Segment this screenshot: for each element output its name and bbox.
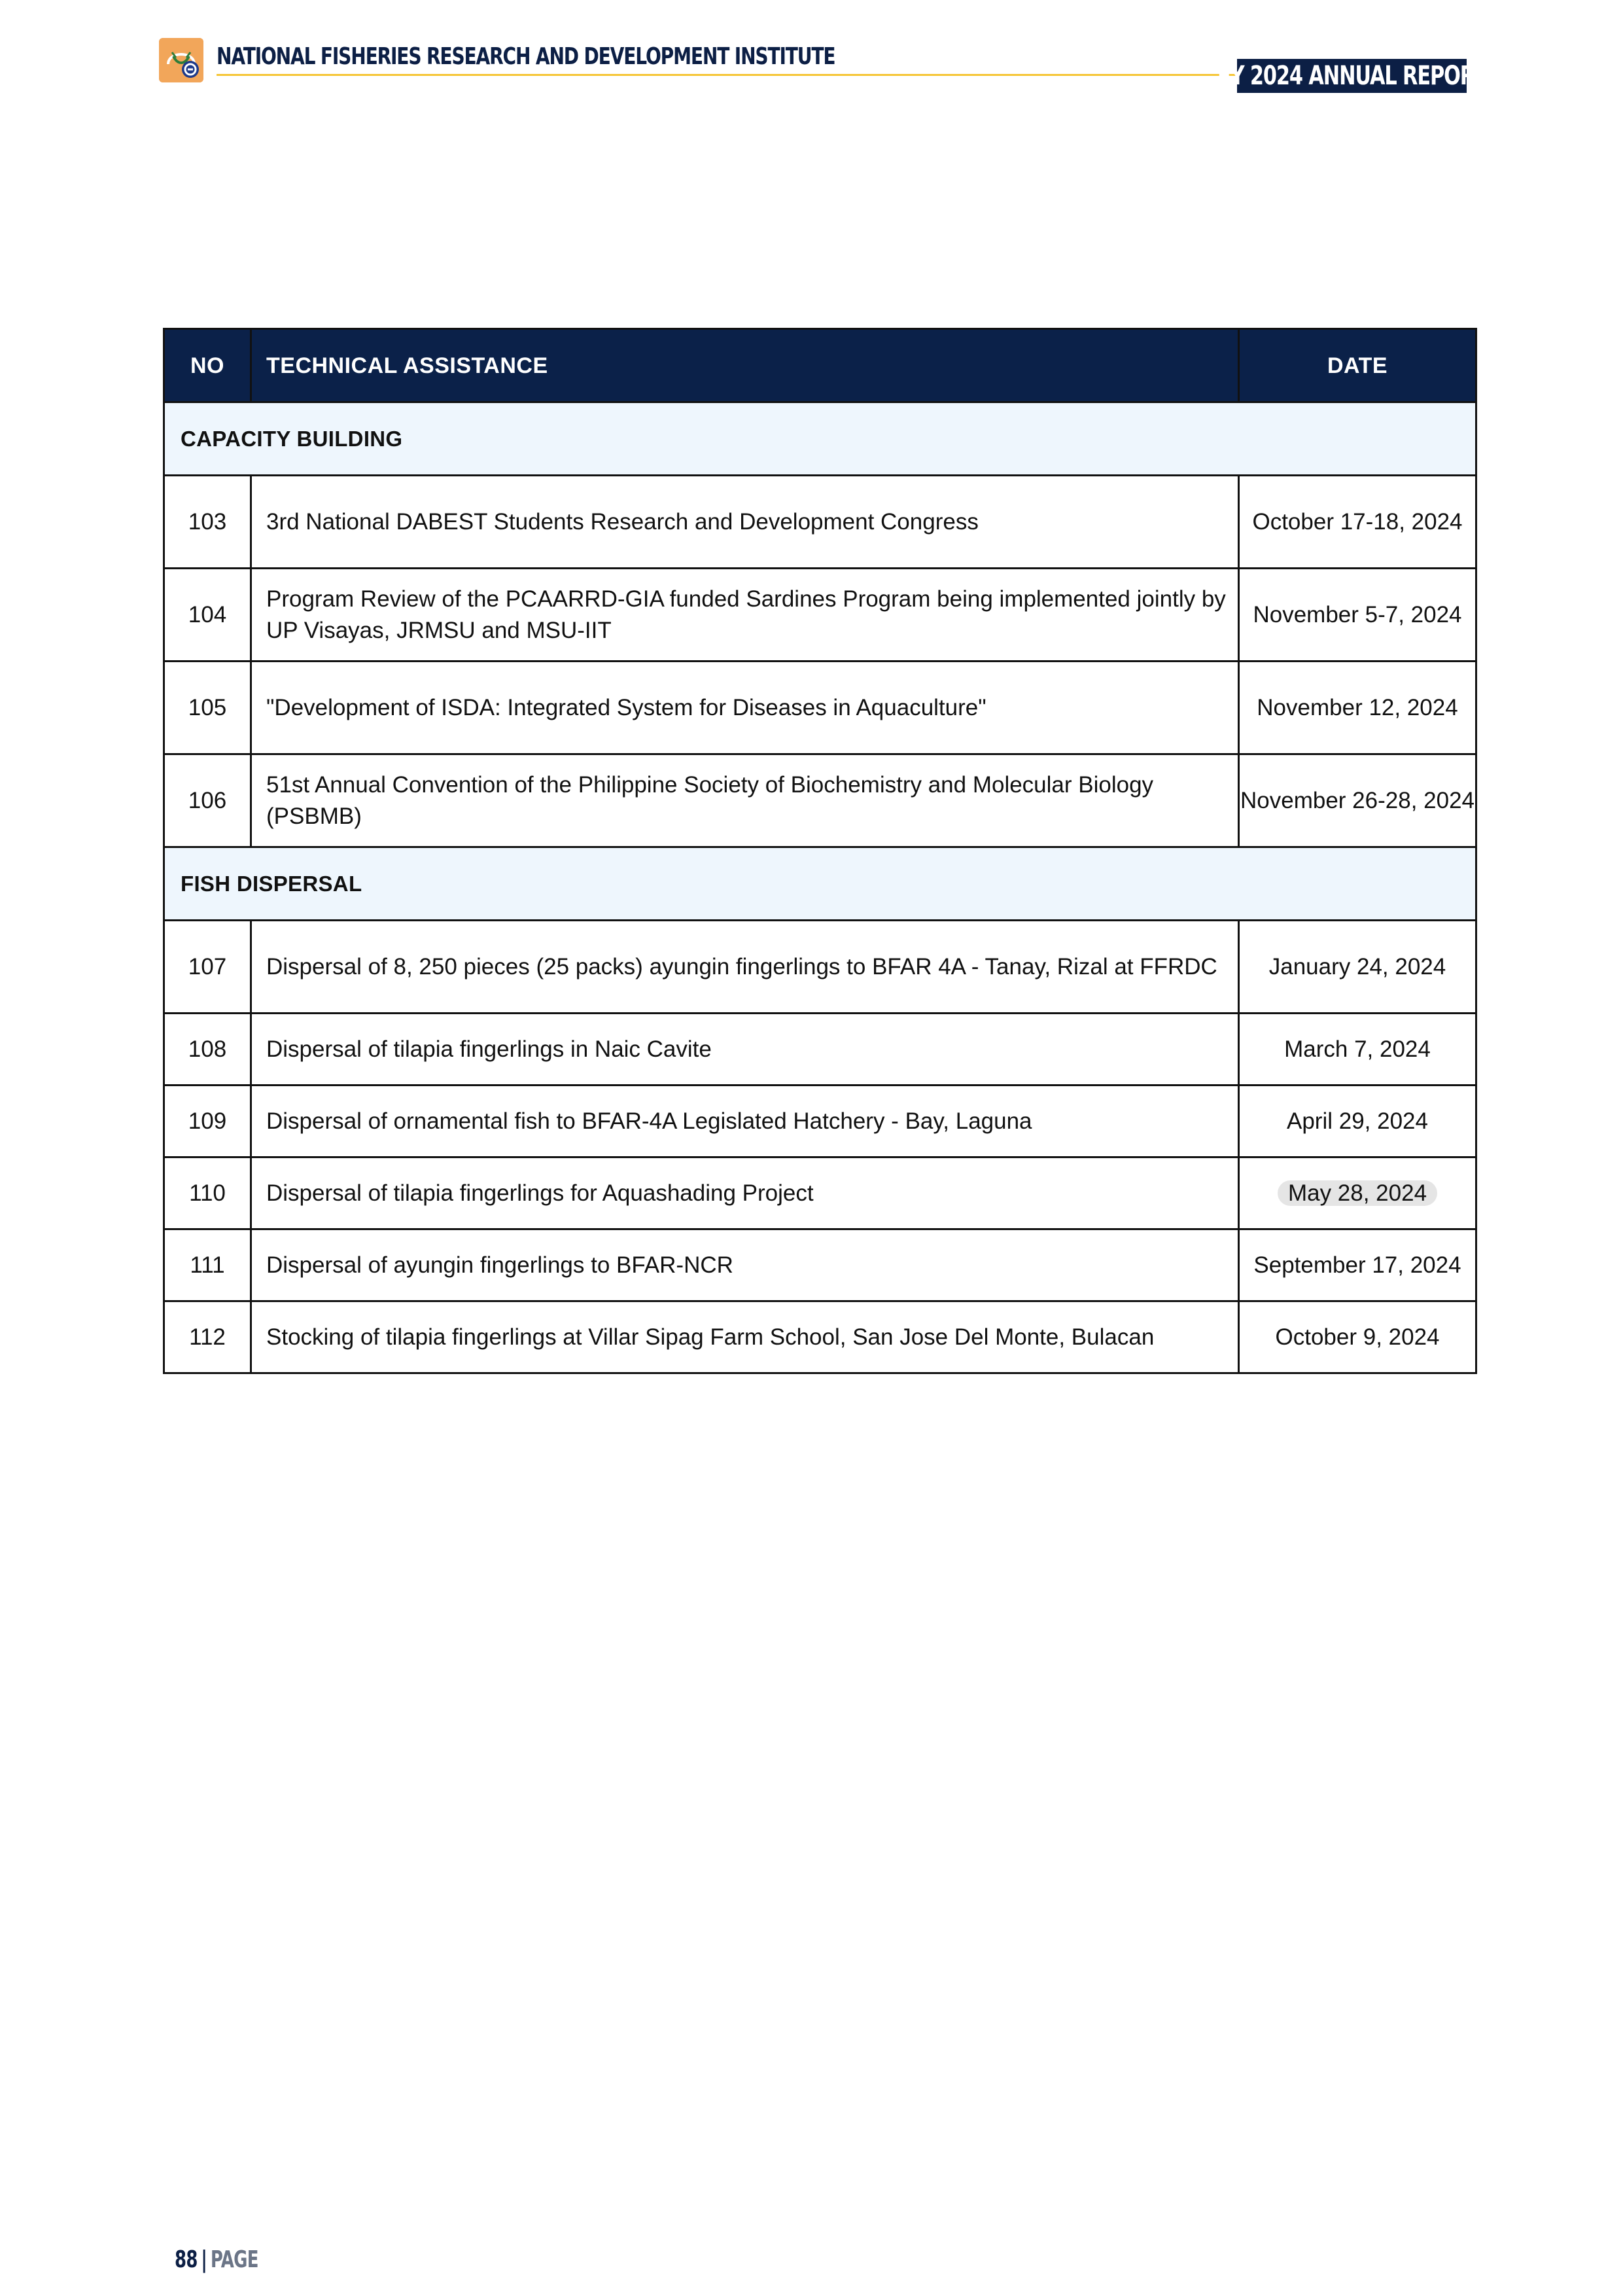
table-row	[164, 662, 1476, 754]
row-number: 105	[164, 662, 251, 754]
row-description: Dispersal of ornamental fish to BFAR-4A Legislated Hatchery - Bay, Laguna	[251, 1086, 1239, 1157]
row-description: 3rd National DABEST Students Research and Development Congress	[251, 476, 1239, 569]
footer-separator: |	[201, 2246, 207, 2273]
table-row	[164, 1014, 1476, 1086]
technical-assistance-table	[163, 328, 1477, 1374]
table-row	[164, 476, 1476, 569]
page-number: 88	[175, 2246, 198, 2273]
table-row	[164, 921, 1476, 1014]
row-number: 103	[164, 476, 251, 569]
row-number: 107	[164, 921, 251, 1014]
row-date-cell	[1239, 1157, 1476, 1229]
column-header-technical-assistance: TECHNICAL ASSISTANCE	[251, 329, 1239, 402]
row-date: September 17, 2024	[1239, 1229, 1476, 1301]
column-header-date: DATE	[1239, 329, 1476, 402]
section-row-capacity-building	[164, 402, 1476, 476]
row-date: April 29, 2024	[1239, 1086, 1476, 1157]
table-row	[164, 1157, 1476, 1229]
column-header-no: NO	[164, 329, 251, 402]
table-body	[164, 402, 1476, 1373]
row-description: Dispersal of 8, 250 pieces (25 packs) ayungin fingerlings to BFAR 4A - Tanay, Rizal at FFRDC	[251, 921, 1239, 1014]
row-date: November 26-28, 2024	[1239, 754, 1476, 847]
section-row-fish-dispersal	[164, 847, 1476, 921]
report-title-badge	[1217, 59, 1487, 93]
row-description: Stocking of tilapia fingerlings at Villar Sipag Farm School, San Jose Del Monte, Bulacan	[251, 1301, 1239, 1373]
organization-name: NATIONAL FISHERIES RESEARCH AND DEVELOPMENT INSTITUTE	[217, 43, 835, 70]
row-number: 106	[164, 754, 251, 847]
page-label: PAGE	[210, 2246, 258, 2273]
row-number: 109	[164, 1086, 251, 1157]
row-date: October 17-18, 2024	[1239, 476, 1476, 569]
table-row	[164, 569, 1476, 662]
row-description: Dispersal of ayungin fingerlings to BFAR-NCR	[251, 1229, 1239, 1301]
row-description: Program Review of the PCAARRD-GIA funded Sardines Program being implemented jointly by UP Visayas, JRMSU and MSU-IIT	[251, 569, 1239, 662]
row-description: Dispersal of tilapia fingerlings for Aquashading Project	[251, 1157, 1239, 1229]
row-date: November 5-7, 2024	[1239, 569, 1476, 662]
row-number: 112	[164, 1301, 251, 1373]
table-row	[164, 754, 1476, 847]
row-number: 110	[164, 1157, 251, 1229]
row-description: 51st Annual Convention of the Philippine Society of Biochemistry and Molecular Biology (PSBMB)	[251, 754, 1239, 847]
row-date: October 9, 2024	[1239, 1301, 1476, 1373]
table-row	[164, 1086, 1476, 1157]
row-number: 104	[164, 569, 251, 662]
row-description: Dispersal of tilapia fingerlings in Naic Cavite	[251, 1014, 1239, 1086]
table-header-row	[164, 329, 1476, 402]
row-number: 108	[164, 1014, 251, 1086]
report-title-label: FY 2024 ANNUAL REPORT	[1217, 61, 1487, 91]
section-title: FISH DISPERSAL	[164, 847, 1476, 921]
page-footer	[175, 2246, 258, 2275]
row-date: November 12, 2024	[1239, 662, 1476, 754]
table-row	[164, 1301, 1476, 1373]
row-date: March 7, 2024	[1239, 1014, 1476, 1086]
nfrdi-logo-icon	[159, 38, 203, 82]
row-description: "Development of ISDA: Integrated System for Diseases in Aquaculture"	[251, 662, 1239, 754]
table-row	[164, 1229, 1476, 1301]
logo-graphic	[159, 38, 203, 82]
row-date: January 24, 2024	[1239, 921, 1476, 1014]
section-title: CAPACITY BUILDING	[164, 402, 1476, 476]
row-number: 111	[164, 1229, 251, 1301]
row-date: May 28, 2024	[1278, 1180, 1437, 1206]
table-header	[164, 329, 1476, 402]
header-divider	[217, 74, 1237, 76]
